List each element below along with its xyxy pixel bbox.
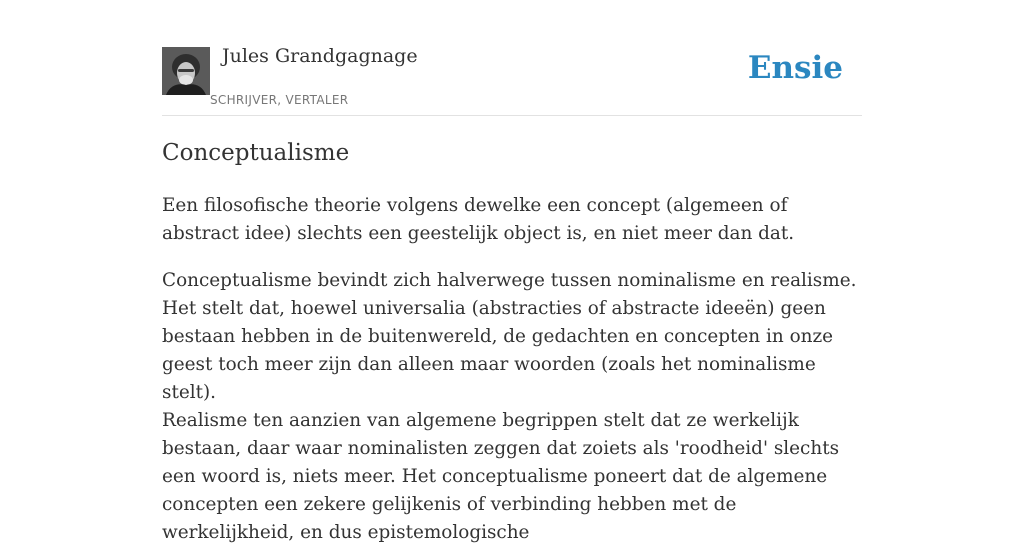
entry-title: Conceptualisme [162,140,350,166]
avatar-portrait-image [162,47,210,95]
article-container [162,0,862,543]
author-name[interactable]: Jules Grandgagnage [222,45,418,67]
entry-definition: Een filosofische theorie volgens dewelke een concept (algemeen of abstract idee) slechts een geestelijk object is, en niet meer dan dat. [162,195,795,244]
entry-paragraph-1: Conceptualisme bevindt zich halverwege tussen nominalisme en realisme. Het stelt dat, hoewel universalia (abstracties of abstracte ideeën) geen bestaan hebben in de buitenwereld, de gedachten en concepten in onze geest toch meer zijn dan alleen maar woorden (zoals het nominalisme stelt). [162,270,857,403]
author-header [162,0,862,116]
entry-paragraph-2: Realisme ten aanzien van algemene begrippen stelt dat ze werkelijk bestaan, daar waar nominalisten zeggen dat zoiets als 'roodheid' slechts een woord is, niets meer. Het conceptualisme poneert dat de algemene concepten een zekere gelijkenis of verbinding hebben met de werkelijkheid, en dus epistemologische [162,410,840,543]
ensie-logo[interactable]: Ensie [747,50,843,86]
author-avatar[interactable] [162,47,210,95]
author-role: SCHRIJVER, VERTALER [210,93,349,107]
